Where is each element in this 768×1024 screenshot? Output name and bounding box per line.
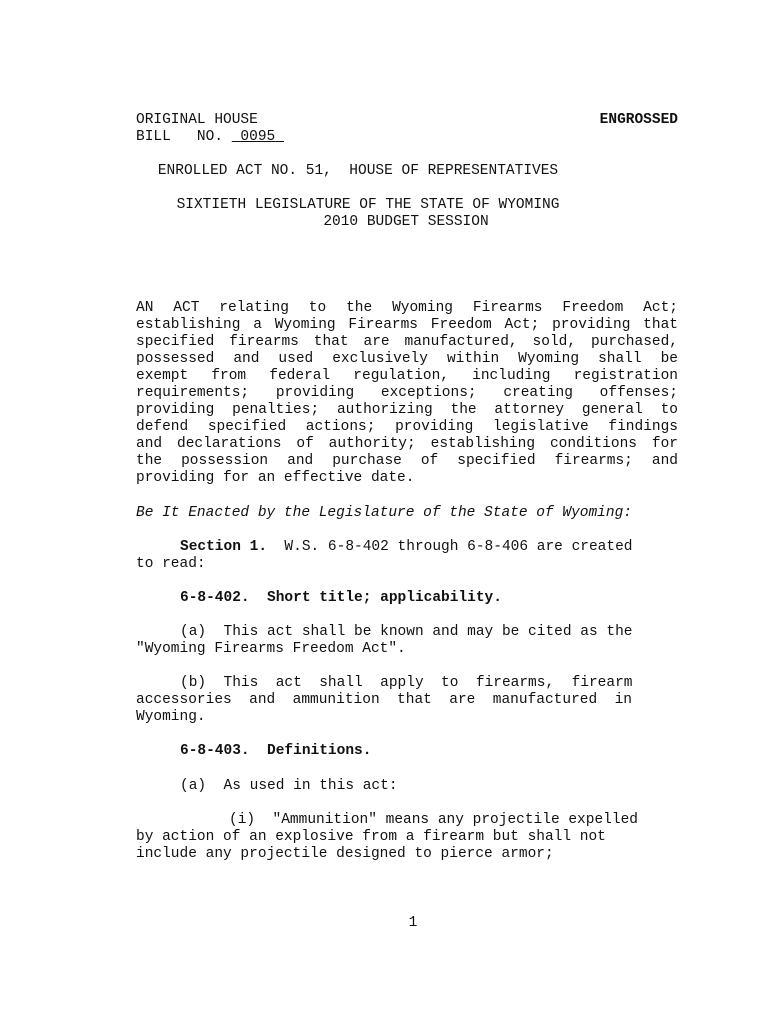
section-1-label: Section 1.	[180, 539, 268, 555]
act-intro-line: and declarations of authority; establishing conditions for	[136, 436, 678, 452]
section-403-a-line: (a) As used in this act:	[180, 778, 398, 794]
bill-no-label: BILL NO.	[136, 129, 224, 145]
section-403-i-line-1: (i) "Ammunition" means any projectile expelled	[229, 812, 638, 828]
act-title-paragraph	[136, 300, 678, 487]
session-line: 2010 BUDGET SESSION	[323, 214, 489, 230]
act-intro-line: defend specified actions; providing legislative findings	[136, 419, 678, 435]
original-house-label: ORIGINAL HOUSE	[136, 112, 258, 128]
act-intro-line: AN ACT relating to the Wyoming Firearms Freedom Act;	[136, 300, 678, 316]
section-403-heading: 6-8-403. Definitions.	[180, 743, 372, 759]
section-402-a-line-2: "Wyoming Firearms Freedom Act".	[136, 641, 406, 657]
act-intro-line: providing for an effective date.	[136, 470, 415, 486]
section-1-line-2: to read:	[136, 556, 206, 572]
act-intro-line: exempt from federal regulation, including registration	[136, 368, 678, 384]
act-intro-line: providing penalties; authorizing the attorney general to	[136, 402, 678, 418]
section-403-i-line-3: include any projectile designed to pierce armor;	[136, 846, 554, 862]
section-402-b-line-3: Wyoming.	[136, 709, 206, 725]
engrossed-label: ENGROSSED	[599, 112, 678, 128]
section-1-text: W.S. 6-8-402 through 6-8-406 are created	[284, 539, 633, 555]
bill-number: 0095	[240, 129, 276, 145]
section-402-a-line-1: (a) This act shall be known and may be cited as the	[180, 624, 633, 640]
section-402-b-line-2: accessories and ammunition that are manufactured in	[136, 692, 632, 708]
section-403-i-line-2: by action of an explosive from a firearm but shall not	[136, 829, 606, 845]
act-intro-line: possessed and used exclusively within Wyoming shall be	[136, 351, 678, 367]
section-402-b-line-1: (b) This act shall apply to firearms, firearm	[180, 675, 633, 691]
act-intro-line: establishing a Wyoming Firearms Freedom Act; providing that	[136, 317, 678, 333]
page-number: 1	[408, 915, 418, 931]
act-intro-line: specified firearms that are manufactured, sold, purchased,	[136, 334, 678, 350]
act-intro-line: the possession and purchase of specified firearms; and	[136, 453, 678, 469]
legislature-line: SIXTIETH LEGISLATURE OF THE STATE OF WYOMING	[176, 197, 560, 213]
bill-number-line	[136, 129, 678, 146]
enacting-clause: Be It Enacted by the Legislature of the State of Wyoming:	[136, 505, 632, 521]
section-402-heading: 6-8-402. Short title; applicability.	[180, 590, 502, 606]
section-1-line-1	[180, 539, 678, 556]
enrolled-act-line: ENROLLED ACT NO. 51, HOUSE OF REPRESENTATIVES	[157, 163, 559, 179]
act-intro-line: requirements; providing exceptions; creating offenses;	[136, 385, 678, 401]
